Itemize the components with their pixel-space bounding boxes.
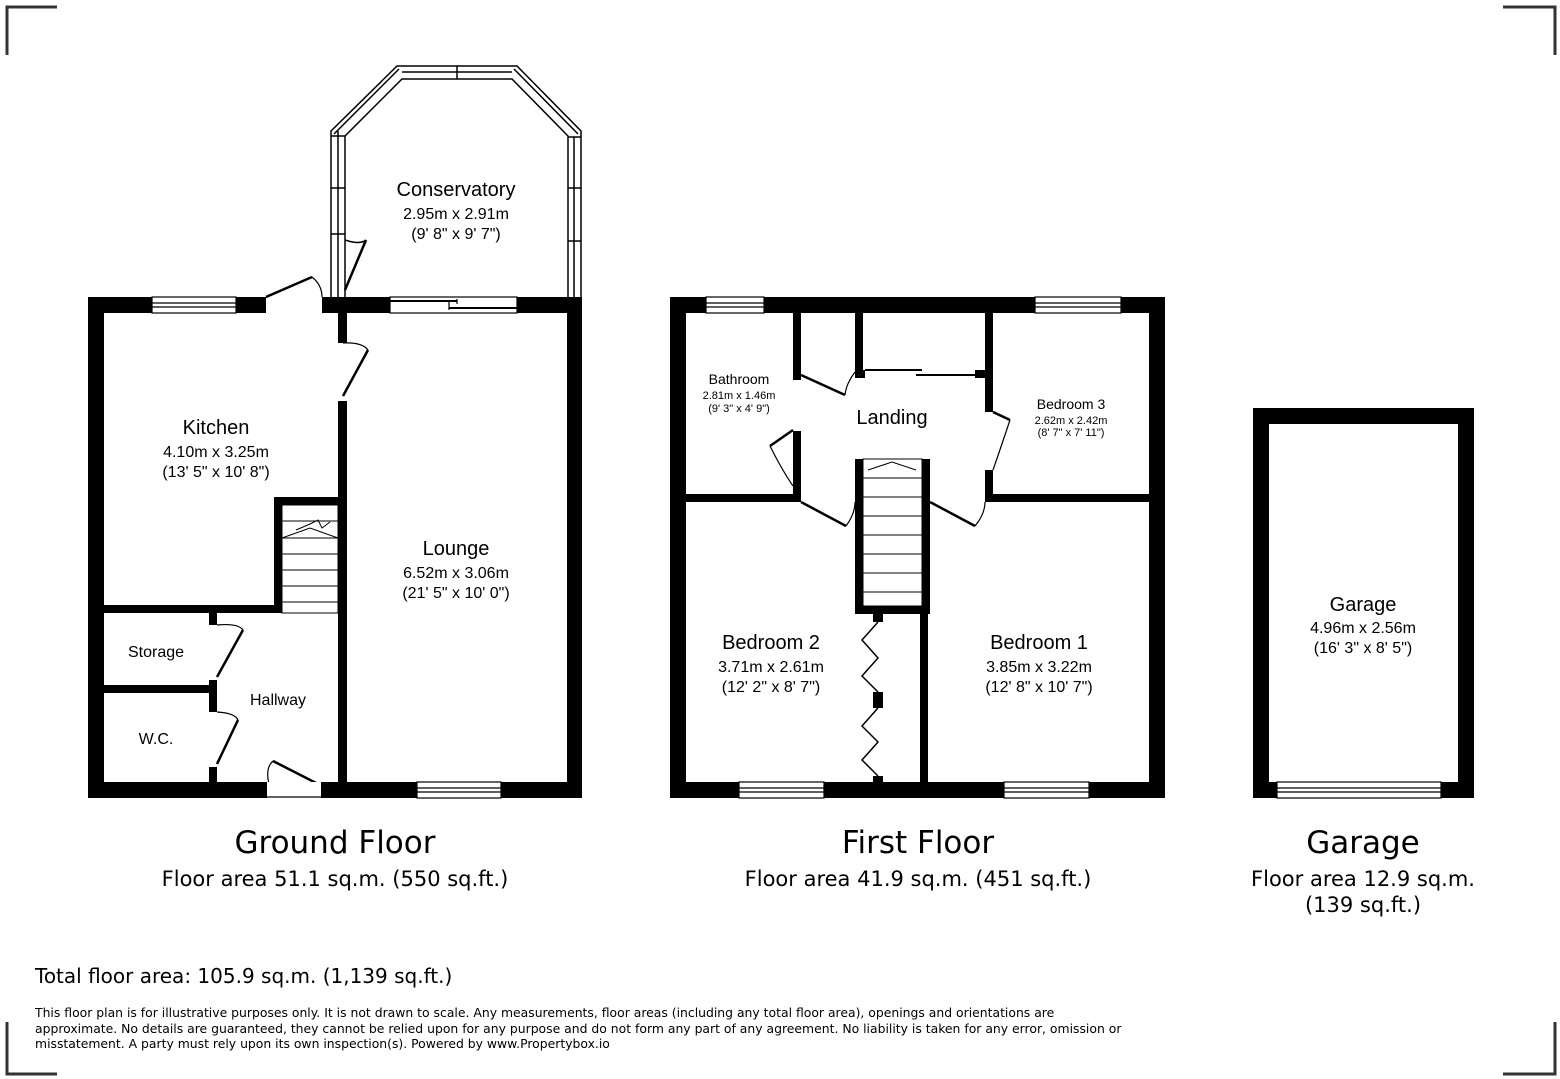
disclaimer-text: This floor plan is for illustrative purposes only. It is not drawn to scale. Any measurements, floor areas (including any total floor area), openings and orientations are approximate. No details are guaranteed, they cannot be relied upon for any purpose and do not form any part of any agreement. No liability is taken for any error, omission or misstatement. A party must rely upon its own inspection(s). Powered by www.Propertybox.io: [35, 1005, 1122, 1051]
kitchen-imperial: (13' 5" x 10' 8"): [162, 464, 270, 481]
conservatory-metric: 2.95m x 2.91m: [403, 206, 509, 223]
ground-floor-plan: [88, 66, 582, 891]
bedroom1-imperial: (12' 8" x 10' 7"): [985, 679, 1093, 696]
lounge-imperial: (21' 5" x 10' 0"): [402, 585, 510, 602]
garage-labels: [1251, 594, 1475, 917]
landing-label: Landing: [856, 407, 928, 429]
first-floor-plan: [670, 297, 1165, 891]
garage-imperial: (16' 3" x 8' 5"): [1313, 640, 1413, 657]
bedroom2-label: Bedroom 2: [722, 632, 820, 654]
conservatory-label: Conservatory: [396, 179, 516, 201]
kitchen-label: Kitchen: [182, 417, 250, 439]
ground-floor-title: Ground Floor: [234, 825, 436, 861]
bedroom2-metric: 3.71m x 2.61m: [718, 659, 824, 676]
garage-area-line1: Floor area 12.9 sq.m.: [1251, 867, 1475, 891]
conservatory-door: [345, 240, 366, 290]
total-floor-area: Total floor area: 105.9 sq.m. (1,139 sq.ft.): [35, 964, 453, 988]
lounge-metric: 6.52m x 3.06m: [403, 565, 509, 582]
bedroom1-label: Bedroom 1: [990, 632, 1088, 654]
bathroom-metric: 2.81m x 1.46m: [702, 390, 776, 402]
garage-metric: 4.96m x 2.56m: [1310, 620, 1416, 637]
ground-floor-area: Floor area 51.1 sq.m. (550 sq.ft.): [161, 867, 509, 891]
garage-title: Garage: [1306, 825, 1420, 861]
first-floor-stairs: [863, 459, 922, 606]
garage-label: Garage: [1329, 594, 1397, 616]
bedroom1-metric: 3.85m x 3.22m: [986, 659, 1092, 676]
ground-floor-walls: [88, 297, 582, 798]
bathroom-imperial: (9' 3" x 4' 9"): [708, 403, 770, 415]
wc-label: W.C.: [138, 731, 174, 748]
first-floor-doors: [770, 372, 1010, 776]
garage-area-line2: (139 sq.ft.): [1304, 893, 1422, 917]
kitchen-metric: 4.10m x 3.25m: [163, 444, 269, 461]
storage-label: Storage: [127, 644, 185, 661]
bedroom3-metric: 2.62m x 2.42m: [1034, 415, 1108, 427]
first-floor-labels: [703, 371, 1108, 891]
bedroom3-imperial: (8' 7" x 7' 11"): [1037, 427, 1105, 439]
bathroom-label: Bathroom: [708, 371, 770, 387]
bedroom2-imperial: (12' 2" x 8' 7"): [721, 679, 821, 696]
garage-door: [1277, 782, 1441, 798]
bedroom3-label: Bedroom 3: [1036, 396, 1106, 412]
first-floor-title: First Floor: [841, 825, 995, 861]
conservatory-imperial: (9' 8" x 9' 7"): [411, 226, 501, 243]
hallway-label: Hallway: [249, 692, 307, 709]
lounge-label: Lounge: [422, 538, 490, 560]
first-floor-area: Floor area 41.9 sq.m. (451 sq.ft.): [744, 867, 1092, 891]
garage-plan: [1251, 408, 1475, 917]
ground-floor-stairs: [282, 505, 338, 613]
